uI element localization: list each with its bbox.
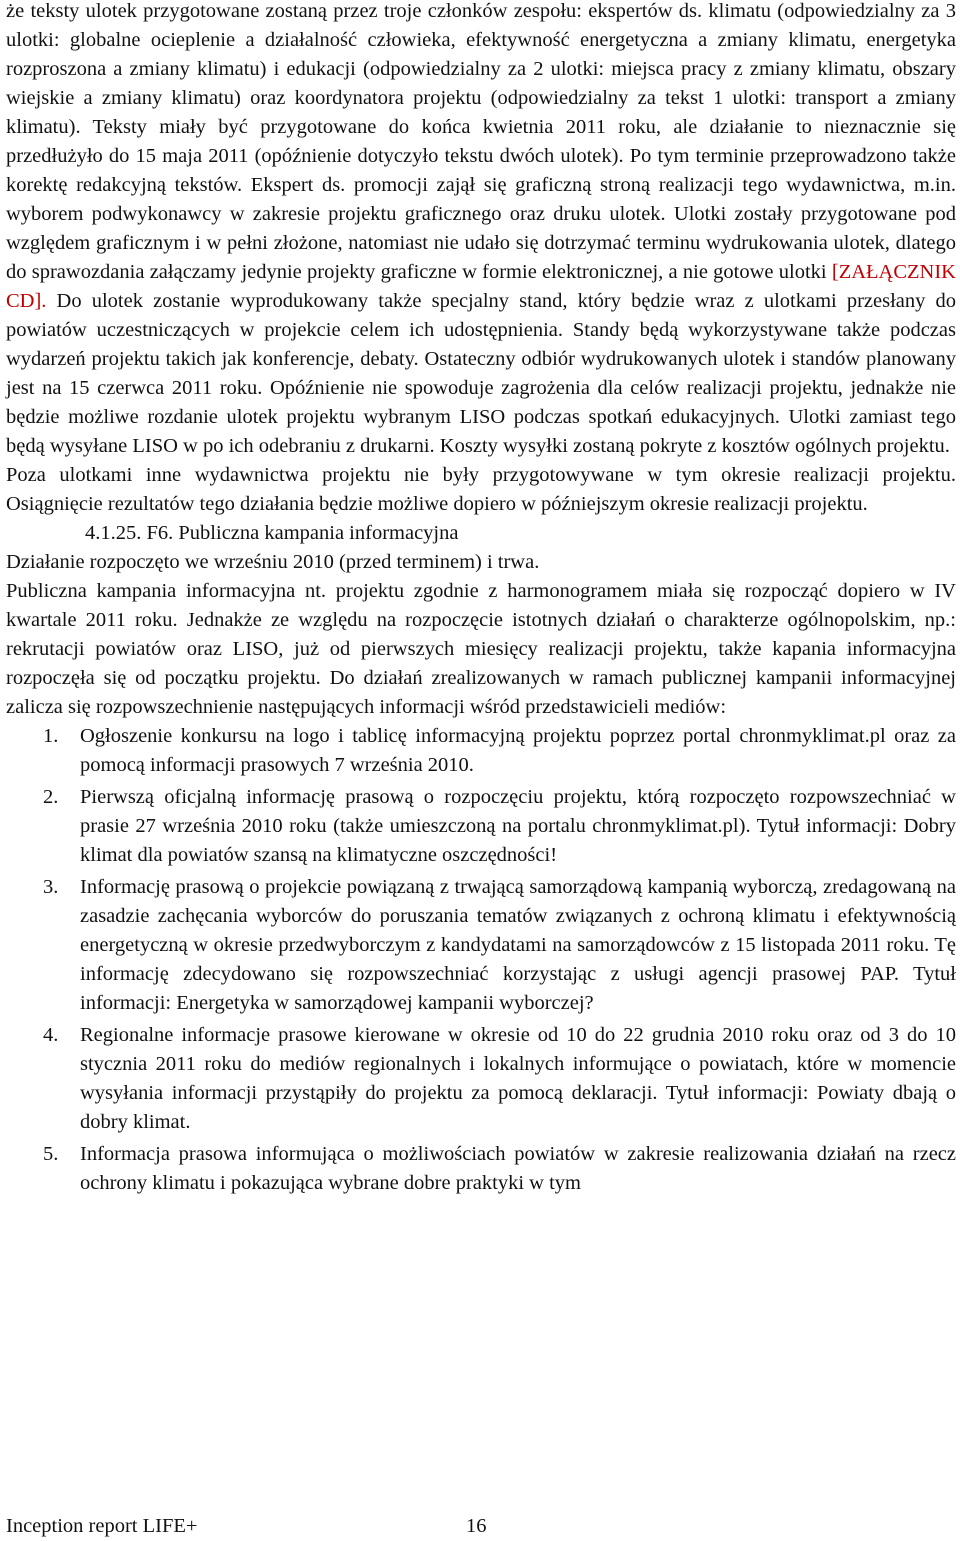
list-item-number: 3. — [43, 876, 59, 898]
paragraph-leaflets-part-a: że teksty ulotek przygotowane zostaną przez troje członków zespołu: ekspertów ds. klimatu (odpowiedzialny za 3 ulotki: globalne ocieplenie a działalność człowieka, efektywność energetyczna a zmiany klimatu, energetyka rozproszona a zmiany klimatu) i edukacji (odpowiedzialny za 2 ulotki: miejsca pracy z zmiany klimatu, obszary wiejskie a zmiany klimatu) oraz koordynatora projektu (odpowiedzialny za tekst 1 ulotki: transport a zmiany klimatu). Teksty miały być przygotowane do końca kwietnia 2011 roku, ale działanie to nieznacznie się przedłużyło do 15 maja 2011 (opóźnienie dotyczyło tekstu dwóch ulotek). Po tym terminie przeprowadzono także korektę redakcyjną tekstów. Ekspert ds. promocji zajął się graficzną stroną realizacji tego wydawnictwa, m.in. wyborem podwykonawcy w zakresie projektu graficznego oraz druku ulotek. Ulotki zostały przygotowane pod względem graficznym i w pełni złożone, natomiast nie udało się dotrzymać terminu wydrukowania ulotek, dlatego do sprawozdania załączamy jedynie projekty graficzne w formie elektronicznej, a nie gotowe ulotki — [6, 0, 956, 283]
list-item — [6, 1021, 956, 1137]
footer-report-title: Inception report LIFE+ — [6, 1515, 198, 1537]
list-item-text: Pierwszą oficjalną informację prasową o rozpoczęciu projektu, którą rozpoczęto rozpowszechniać w prasie 27 września 2010 roku (także umieszczoną na portalu chronmyklimat.pl). Tytuł informacji: Dobry klimat dla powiatów szansą na klimatyczne oszczędności! — [80, 786, 956, 866]
paragraph-leaflets-part-b: Do ulotek zostanie wyprodukowany także specjalny stand, który będzie wraz z ulotkami przesłany do powiatów uczestniczących w projekcie celem ich udostępnienia. Standy będą wykorzystywane także podczas wydarzeń projektu takich jak konferencje, debaty. Ostateczny odbiór wydrukowanych ulotek i standów planowany jest na 15 czerwca 2011 roku. Opóźnienie nie spowoduje zagrożenia dla celów realizacji projektu, jednakże nie będzie możliwe rozdanie ulotek projektu wybranym LISO podczas spotkań edukacyjnych. Ulotki zamiast tego będą wysyłane LISO w po ich odebraniu z drukarni. Koszty wysyłki zostaną pokryte z kosztów ogólnych projektu. — [6, 290, 956, 457]
list-item-number: 4. — [43, 1024, 59, 1046]
list-item-number: 5. — [43, 1143, 59, 1165]
list-item-text: Regionalne informacje prasowe kierowane w okresie od 10 do 22 grudnia 2010 roku oraz od 3 do 10 stycznia 2011 roku do mediów regionalnych i lokalnych informujące o powiatach, które w momencie wysyłania informacji przystąpiły do projektu za pomocą deklaracji. Tytuł informacji: Powiaty dbają o dobry klimat. — [80, 1024, 956, 1133]
list-item — [6, 722, 956, 780]
paragraph-start-date: Działanie rozpoczęto we wrześniu 2010 (przed terminem) i trwa. — [6, 551, 540, 573]
list-item-text: Informacja prasowa informująca o możliwościach powiatów w zakresie realizowania działań na rzecz ochrony klimatu i pokazująca wybrane dobre praktyki w tym — [80, 1143, 956, 1194]
paragraph-leaflets — [6, 0, 956, 461]
list-item-text: Ogłoszenie konkursu na logo i tablicę informacyjną projektu poprzez portal chronmyklimat.pl oraz za pomocą informacji prasowych 7 września 2010. — [80, 725, 956, 776]
list-item-text: Informację prasową o projekcie powiązaną z trwającą samorządową kampanią wyborczą, zredagowaną na zasadzie zachęcania wyborców do poruszania tematów związanych z ochroną klimatu i efektywnością energetyczną w okresie przedwyborczym z kandydatami na samorządowców z 15 listopada 2011 roku. Tę informację zdecydowano się rozpowszechniać korzystając z usługi agencji prasowej PAP. Tytuł informacji: Energetyka w samorządowej kampanii wyborczej? — [80, 876, 956, 1014]
list-item — [6, 873, 956, 1018]
paragraph-other-publications: Poza ulotkami inne wydawnictwa projektu nie były przygotowywane w tym okresie realizacji projektu. Osiągnięcie rezultatów tego działania będzie możliwe dopiero w późniejszym okresie realizacji projektu. — [6, 464, 956, 515]
attachment-reference: [ZAŁĄCZNIK CD]. — [6, 261, 956, 312]
media-information-list — [6, 722, 956, 1198]
list-item — [6, 1140, 956, 1198]
page-footer — [6, 1512, 487, 1541]
list-item — [6, 783, 956, 870]
section-heading: 4.1.25. F6. Publiczna kampania informacyjna — [85, 522, 459, 544]
list-item-number: 2. — [43, 786, 59, 808]
list-item-number: 1. — [43, 725, 59, 747]
page-number: 16 — [466, 1515, 487, 1537]
paragraph-campaign: Publiczna kampania informacyjna nt. projektu zgodnie z harmonogramem miała się rozpocząć dopiero w IV kwartale 2011 roku. Jednakże ze względu na rozpoczęcie istotnych działań o charakterze ogólnopolskim, np.: rekrutacji powiatów oraz LISO, już od pierwszych miesięcy realizacji projektu, także kapania informacyjna rozpoczęła się od początku projektu. Do działań zrealizowanych w ramach publicznej kampanii informacyjnej zalicza się rozpowszechnienie następujących informacji wśród przedstawicieli mediów: — [6, 580, 956, 718]
document-body — [6, 0, 956, 1201]
